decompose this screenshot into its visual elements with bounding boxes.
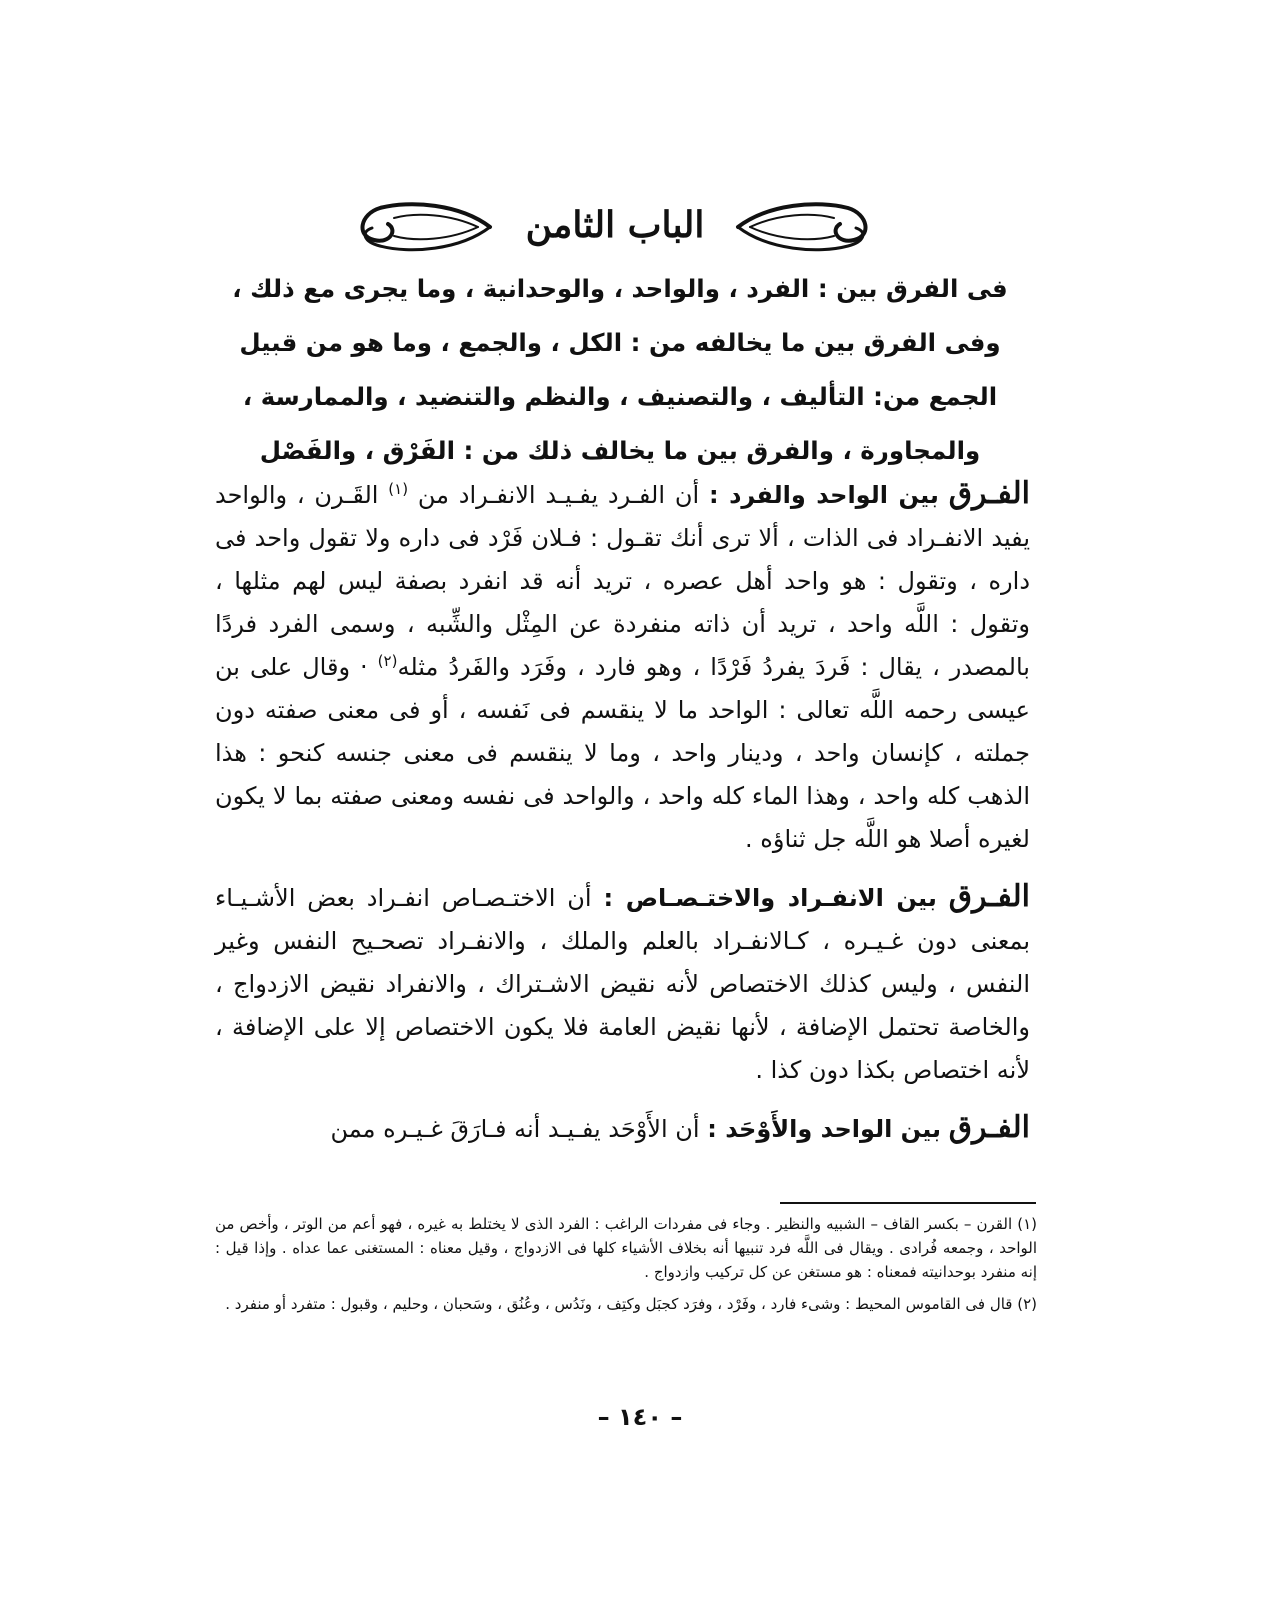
paragraph-text: أن الفـرد يفـيـد الانفـراد من [417, 481, 700, 509]
page-number: – ١٤٠ – [597, 1403, 683, 1431]
paragraph-wahid-fard [215, 472, 1030, 861]
footnote-1: (١) القرن – بكسر القاف – الشبيه والنظير . وجاء فى مفردات الراغب : الفرد الذى لا يختلط به غيره ، فهو أعم من الوتر ، وأخص من الواحد ، وجمعه فُرادى . ويقال فى اللَّه فرد تنبيها أنه بخلاف الأشياء كلها فى الازدواج ، وقيل معناه : المستغنى عما عداه . وإذا قيل : إنه منفرد بوحدانيته فمعناه : هو مستغن عن كل تركيب وازدواج . [215, 1215, 1037, 1281]
paragraph-lead: الفـرق [948, 476, 1030, 511]
paragraph-text: أن الاختـصـاص انفـراد بعض الأشـيـاء بمعنى دون غـيـره ، كـالانفـراد بالعلم والملك ، والانفـراد تصحـيح النفس وغير النفس ، وليس كذلك الاختصاص لأنه نقيض الاشـتراك ، والانفراد نقيض الازدواج ، والخاصة تحتمل الإضافة ، لأنها نقيض العامة فلا يكون الاختصاص إلا على الإضافة ، لأنه اختصاص بكذا دون كذا . [215, 884, 1030, 1084]
chapter-subtitle: فى الفرق بين : الفرد ، والواحد ، والوحدانية ، وما يجرى مع ذلك ، وفى الفرق بين ما يخالفه من : الكل ، والجمع ، وما هو من قبيل الجمع من: التأليف ، والتصنيف ، والنظم والتنضيد ، والممارسة ، والمجاورة ، والفرق بين ما يخالف ذلك من : الفَرْق ، والفَصْل [232, 274, 1008, 465]
paragraph-text: القَـرن ، والواحد يفيد الانفـراد فى الذات ، ألا ترى أنك تقـول : فـلان فَرْد فى داره ولا تقول واحد فى داره ، وتقول : هو واحد أهل عصره ، تريد أنه قد انفرد بصفة ليس لهم مثلها ، وتقول : اللَّه واحد ، تريد أن ذاته منفردة عن المِثْل والشِّبه ، وسمى الفرد فردًا بالمصدر ، يقال : فَردَ يفردُ فَرْدًا ، وهو فارد ، وفَرَد والفَردُ مثله [215, 481, 1030, 681]
footnotes [215, 1212, 1037, 1324]
paragraph-wahid-awhad [215, 1106, 1030, 1151]
paragraph-lead: الفـرق [948, 1110, 1030, 1145]
paragraph-infirad-ikhtisas [215, 875, 1030, 1092]
paragraph-heading: بين الانفـراد والاختـصـاص : [603, 884, 937, 912]
footnote-divider [780, 1202, 1036, 1204]
paragraph-lead: الفـرق [948, 879, 1030, 914]
paragraph-text: أن الأَوْحَد يفـيـد أنه فـارَقَ غـيـره ممن [330, 1115, 700, 1143]
paragraph-heading: بين الواحد والفرد : [708, 481, 939, 509]
paragraph-heading: بين الواحد والأَوْحَد : [707, 1115, 942, 1143]
footnote-ref-2: (٢) [377, 652, 398, 670]
chapter-title: الباب الثامن [525, 204, 705, 246]
scroll-flourish-icon [728, 196, 878, 258]
footnote-ref-1: (١) [388, 480, 409, 498]
footnote-2: (٢) قال فى القاموس المحيط : وشىء فارد ، وفَرْد ، وفرَد كجبَل وكتِف ، ونَدُس ، وعُنُق ، وسَحبان ، وحليم ، وقبول : متفرد أو منفرد . [225, 1295, 1037, 1313]
main-text [215, 472, 1030, 1165]
paragraph-text: · وقال على بن عيسى رحمه اللَّه تعالى : الواحد ما لا ينقسم فى نَفسه ، أو فى معنى صفته دون جملته ، كإنسان واحد ، ودينار واحد ، وما لا ينقسم فى معنى جنسه كنحو : هذا الذهب كله واحد ، وهذا الماء كله واحد ، والواحد فى نفسه ومعنى صفته بما لا يكون لغيره أصلا هو اللَّه جل ثناؤه . [215, 653, 1030, 853]
scroll-flourish-icon [350, 196, 500, 258]
